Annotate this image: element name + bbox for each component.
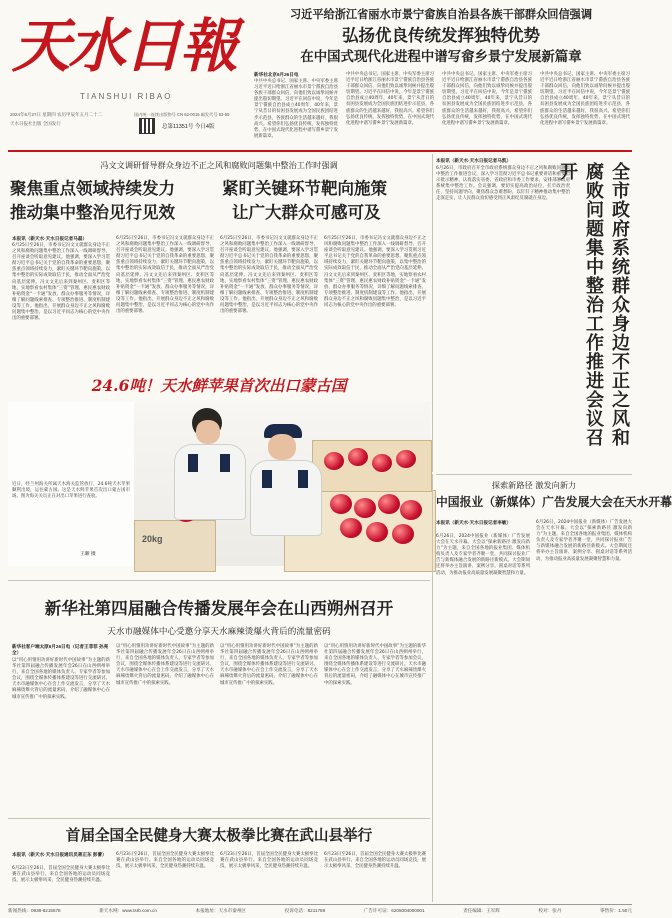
apple — [366, 522, 388, 542]
innovation-story — [436, 478, 672, 902]
innovation-col-2: 6月26日，2024中国报业（新媒体）广告发展大会在天水开幕。大会以“探索新路径 激发向新力”为主题，来自全国各地的报业集团、媒体机构负责人及专家学者齐聚一堂，共同探讨报业广告与新媒体融合发展的新路径新模式。大会期间还将举办主旨演讲、案例分享、圆桌对话等系列活动，为推动报业高质量发展凝聚智慧和力量。 — [536, 520, 632, 562]
footer-license: 广告许可证：6205004000001 — [363, 908, 425, 913]
masthead-meta-3: 国内统一连续出版物号 CN 62-0015 邮发代号 53-55 — [134, 112, 230, 117]
footer-hotline: 新闻热线：0938-8215678 — [8, 908, 61, 913]
apple — [392, 524, 414, 544]
fitness-story — [8, 822, 430, 902]
feature-story — [8, 156, 430, 371]
apple — [396, 450, 416, 468]
fitness-col-1: 6月23日至26日，首届全国全民健身大赛太极拳比赛在武山县举行。来自全国各地的运动员同场竞技，展示太极拳风采，全民健身热潮持续升温。 — [12, 866, 110, 884]
masthead-title: 天水日報 — [12, 12, 237, 80]
footer-editor: 责任编辑：王军辉 — [463, 908, 500, 913]
apple — [330, 494, 352, 514]
lead-col-3: 中共中央总书记、国家主席、中央军委主席习近平近日给浙江省丽水市景宁畲族自治县各族干部群众回信，向他们致以诚挚问候并提出殷切期望。习近平在回信中说，今年是景宁畲族自治县成立40周年，40年来，景宁从昔日的贫困县发展成为全国民族团结进步示范县，各族群众的生活越来越好，我很高兴。希望你们弘扬优良传统，发挥独特优势，在中国式现代化进程中谱写畲乡景宁发展新篇章。 — [442, 72, 532, 126]
lead-col-2: 中共中央总书记、国家主席、中央军委主席习近平近日给浙江省丽水市景宁畲族自治县各族干部群众回信，向他们致以诚挚问候并提出殷切期望。习近平在回信中说，今年是景宁畲族自治县成立40周年，40年来，景宁从昔日的贫困县发展成为全国民族团结进步示范县，各族群众的生活越来越好，我很高兴。希望你们弘扬优良传统，发挥独特优势，在中国式现代化进程中谱写畲乡景宁发展新篇章。 — [346, 72, 434, 126]
fitness-col-4: 6月23日至26日，首届全国全民健身大赛太极拳比赛在武山县举行。来自全国各地的运动员同场竞技，展示太极拳风采，全民健身热潮持续升温。 — [324, 852, 426, 870]
side-story — [436, 156, 632, 474]
customs-officer — [174, 408, 244, 518]
feature-kicker: 冯文文调研督导群众身边不正之风和腐败问题集中整治工作时强调 — [100, 160, 338, 170]
footer-complaint: 投诉电话：8211789 — [284, 908, 326, 913]
crate-label: 20kg — [142, 534, 163, 544]
apple — [340, 518, 362, 538]
feature-col-1: 6月25日至26日，市委书记冯文文就群众身边不正之风和腐败问题集中整治工作深入一线调研督导，召开座谈会听取意见建议。他强调，要深入学习贯彻习近平总书记关于党的自我革命的重要思想，聚焦重点领域持续发力，紧盯关键环节靶向施策，以集中整治的实际成效取信于民，推动全面从严治党向基层延伸。冯文文先后来到秦州区、麦积区等地，实地察看农村集体“三资”管理、惠民惠农财政补贴资金“一卡通”发放、群众办事服务等情况，详细了解问题线索排查、专项整治推进、制度机制建设等工作。他指出，开展群众身边不正之风和腐败问题集中整治，是以习近平同志为核心的党中央作出的重要部署。 — [12, 243, 110, 322]
footer-address: 本报地址：天水市秦州区 — [195, 908, 247, 913]
apple — [372, 454, 392, 472]
xinhua-story — [8, 584, 430, 814]
qr-code — [140, 119, 154, 133]
photo-caption-panel — [8, 402, 134, 566]
feature-col-2: 6月25日至26日，市委书记冯文文就群众身边不正之风和腐败问题集中整治工作深入一线调研督导，召开座谈会听取意见建议。他强调，要深入学习贯彻习近平总书记关于党的自我革命的重要思想，聚焦重点领域持续发力，紧盯关键环节靶向施策，以集中整治的实际成效取信于民，推动全面从严治党向基层延伸。冯文文先后来到秦州区、麦积区等地，实地察看农村集体“三资”管理、惠民惠农财政补贴资金“一卡通”发放、群众办事服务等情况，详细了解问题线索排查、专项整治推进、制度机制建设等工作。他指出，开展群众身边不正之风和腐败问题集中整治，是以习近平同志为核心的党中央作出的重要部署。 — [116, 236, 214, 315]
photo-caption: 近日，经兰州海关所属天水海关监管放行，24.6吨天水苹果顺利出境，运往蒙古国。这是天水鲜苹果首次出口蒙古国市场。图为海关关员正在对出口苹果进行查验。 — [12, 482, 130, 500]
issue-number: 总第11351号 今日4版 — [162, 124, 215, 130]
photo-credit: 王曜 摄 — [80, 552, 96, 557]
side-col-1: 6月26日，市政府召开全市政府系统群众身边不正之风和腐败问题集中整治工作推进会议，深入学习贯彻习近平总书记重要讲话和重要指示批示精神，认真落实省委、省政府和市委工作要求，安排部署政府系统集中整治工作。会议强调，要切实提高政治站位，扛牢政治责任，坚持问题导向，聚焦群众急难愁盼，以钉钉子精神推动集中整治走深走实，让人民群众真切感受到正风肃纪反腐就在身边。 — [436, 166, 570, 202]
masthead-meta-2: 天水日报社出版 全国发行 — [10, 121, 61, 126]
footer — [8, 906, 632, 916]
photo-headline: 24.6吨！天水鲜苹果首次出口蒙古国 — [91, 376, 347, 395]
lead-col-4: 中共中央总书记、国家主席、中央军委主席习近平近日给浙江省丽水市景宁畲族自治县各族干部群众回信，向他们致以诚挚问候并提出殷切期望。习近平在回信中说，今年是景宁畲族自治县成立40周年，40年来，景宁从昔日的贫困县发展成为全国民族团结进步示范县，各族群众的生活越来越好，我很高兴。希望你们弘扬优良传统，发挥独特优势，在中国式现代化进程中谱写畲乡景宁发展新篇章。 — [540, 72, 630, 126]
lead-col-1: 中共中央总书记、国家主席、中央军委主席习近平近日给浙江省丽水市景宁畲族自治县各族干部群众回信，向他们致以诚挚问候并提出殷切期望。习近平在回信中说，今年是景宁畲族自治县成立40周年，40年来，景宁从昔日的贫困县发展成为全国民族团结进步示范县，各族群众的生活越来越好，我很高兴。希望你们弘扬优良传统，发挥独特优势，在中国式现代化进程中谱写畲乡景宁发展新篇章。 — [254, 79, 338, 139]
xinhua-subhead: 天水市融媒体中心受邀分享天水麻辣烫爆火背后的流量密码 — [107, 627, 331, 637]
feature-headline-2b: 让广大群众可感可及 — [232, 203, 381, 222]
lead-headline-1: 弘扬优良传统发挥独特优势 — [342, 26, 540, 45]
photo-story — [8, 372, 430, 568]
masthead-meta-1: 2024年6月27日 星期四 农历甲辰年五月二十二 — [10, 112, 103, 117]
xinhua-headline: 新华社第四届融合传播发展年会在山西朔州召开 — [44, 599, 394, 618]
feature-col-3: 6月25日至26日，市委书记冯文文就群众身边不正之风和腐败问题集中整治工作深入一线调研督导，召开座谈会听取意见建议。他强调，要深入学习贯彻习近平总书记关于党的自我革命的重要思想，聚焦重点领域持续发力，紧盯关键环节靶向施策，以集中整治的实际成效取信于民，推动全面从严治党向基层延伸。冯文文先后来到秦州区、麦积区等地，实地察看农村集体“三资”管理、惠民惠农财政补贴资金“一卡通”发放、群众办事服务等情况，详细了解问题线索排查、专项整治推进、制度机制建设等工作。他指出，开展群众身边不正之风和腐败问题集中整治，是以习近平同志为核心的党中央作出的重要部署。 — [220, 236, 318, 315]
xinhua-col-1: 以“用心用情用功讲好新时代中国故事”为主题的新华社第四届融合传播发展年会26日在山西朔州举行，来自全国各地的媒体负责人、专家学者等参加会议，围绕全媒体传播体系建设等进行交流研讨。天水市融媒体中心在会上作交流发言，分享了天水麻辣烫爆火背后的流量密码，介绍了融媒体中心在城市宣传推广中的探索实践。 — [12, 658, 110, 700]
apple-crate — [134, 520, 216, 572]
apple — [348, 448, 368, 466]
lead-headline-2: 在中国式现代化进程中谱写畲乡景宁发展新篇章 — [300, 50, 582, 65]
fitness-headline: 首届全国全民健身大赛太极拳比赛在武山县举行 — [65, 827, 373, 844]
footer-website: 新天水网：www.tsrb.com.cn — [99, 908, 157, 913]
feature-headline-2a: 紧盯关键环节靶向施策 — [222, 179, 387, 198]
innovation-byline: 本报讯（新天水·天水日报记者李敏） — [436, 520, 512, 525]
masthead — [10, 8, 240, 148]
footer-price: 零售价：1.50元 — [600, 908, 632, 913]
footer-proofreader: 校对：张丹 — [538, 908, 562, 913]
customs-officer — [250, 424, 320, 534]
innovation-col-1: 6月26日，2024中国报业（新媒体）广告发展大会在天水开幕。大会以“探索新路径 激发向新力”为主题，来自全国各地的报业集团、媒体机构负责人及专家学者齐聚一堂，共同探讨报业广告与新媒体融合发展的新路径新模式。大会期间还将举办主旨演讲、案例分享、圆桌对话等系列活动，为推动报业高质量发展凝聚智慧和力量。 — [436, 534, 530, 576]
innovation-kicker: 探索新路径 激发向新力 — [491, 480, 577, 490]
side-byline: 本报讯（新天水·天水日报记者马凯） — [436, 158, 512, 163]
xinhua-col-4: 以“用心用情用功讲好新时代中国故事”为主题的新华社第四届融合传播发展年会26日在山西朔州举行，来自全国各地的媒体负责人、专家学者等参加会议，围绕全媒体传播体系建设等进行交流研讨。天水市融媒体中心在会上作交流发言，分享了天水麻辣烫爆火背后的流量密码，介绍了融媒体中心在城市宣传推广中的探索实践。 — [324, 644, 426, 686]
fitness-byline: 本报讯（新天水·天水日报通讯员蒋正东 彭蕾） — [12, 852, 107, 857]
apple — [324, 452, 344, 470]
fitness-col-2: 6月23日至26日，首届全国全民健身大赛太极拳比赛在武山县举行。来自全国各地的运动员同场竞技，展示太极拳风采，全民健身热潮持续升温。 — [116, 852, 214, 870]
side-headline: 全市政府系统群众身边不正之风和腐败问题集中整治工作推进会议召开 — [557, 162, 630, 447]
fitness-col-3: 6月23日至26日，首届全国全民健身大赛太极拳比赛在武山县举行。来自全国各地的运动员同场竞技，展示太极拳风采，全民健身热潮持续升温。 — [220, 852, 318, 870]
xinhua-col-3: 以“用心用情用功讲好新时代中国故事”为主题的新华社第四届融合传播发展年会26日在山西朔州举行，来自全国各地的媒体负责人、专家学者等参加会议，围绕全媒体传播体系建设等进行交流研讨。天水市融媒体中心在会上作交流发言，分享了天水麻辣烫爆火背后的流量密码，介绍了融媒体中心在城市宣传推广中的探索实践。 — [220, 644, 318, 686]
xinhua-col-2: 以“用心用情用功讲好新时代中国故事”为主题的新华社第四届融合传播发展年会26日在山西朔州举行，来自全国各地的媒体负责人、专家学者等参加会议，围绕全媒体传播体系建设等进行交流研讨。天水市融媒体中心在会上作交流发言，分享了天水麻辣烫爆火背后的流量密码，介绍了融媒体中心在城市宣传推广中的探索实践。 — [116, 644, 214, 686]
masthead-pinyin: TIANSHUI RIBAO — [80, 92, 173, 101]
xinhua-byline: 新华社客户端太原6月26日电（记者王菲菲 孙亮全） — [12, 644, 109, 655]
feature-byline: 本报讯（新天水·天水日报记者马磊） — [12, 236, 88, 241]
feature-col-4: 6月25日至26日，市委书记冯文文就群众身边不正之风和腐败问题集中整治工作深入一线调研督导，召开座谈会听取意见建议。他强调，要深入学习贯彻习近平总书记关于党的自我革命的重要思想，聚焦重点领域持续发力，紧盯关键环节靶向施策，以集中整治的实际成效取信于民，推动全面从严治党向基层延伸。冯文文先后来到秦州区、麦积区等地，实地察看农村集体“三资”管理、惠民惠农财政补贴资金“一卡通”发放、群众办事服务等情况，详细了解问题线索排查、专项整治推进、制度机制建设等工作。他指出，开展群众身边不正之风和腐败问题集中整治，是以习近平同志为核心的党中央作出的重要部署。 — [324, 236, 426, 309]
feature-headline-1b: 推动集中整治见行见效 — [10, 203, 175, 222]
lead-kicker: 习近平给浙江省丽水市景宁畲族自治县各族干部群众回信强调 — [289, 8, 593, 21]
apple — [378, 494, 400, 514]
lead-byline: 新华社北京6月26日电 — [254, 72, 299, 77]
lead-story — [250, 8, 632, 148]
innovation-headline: 中国报业（新媒体）广告发展大会在天水开幕 — [436, 495, 672, 509]
apple — [400, 500, 422, 520]
apple-photo — [134, 402, 430, 566]
feature-headline-1a: 聚焦重点领域持续发力 — [10, 179, 175, 198]
apple — [354, 498, 376, 518]
